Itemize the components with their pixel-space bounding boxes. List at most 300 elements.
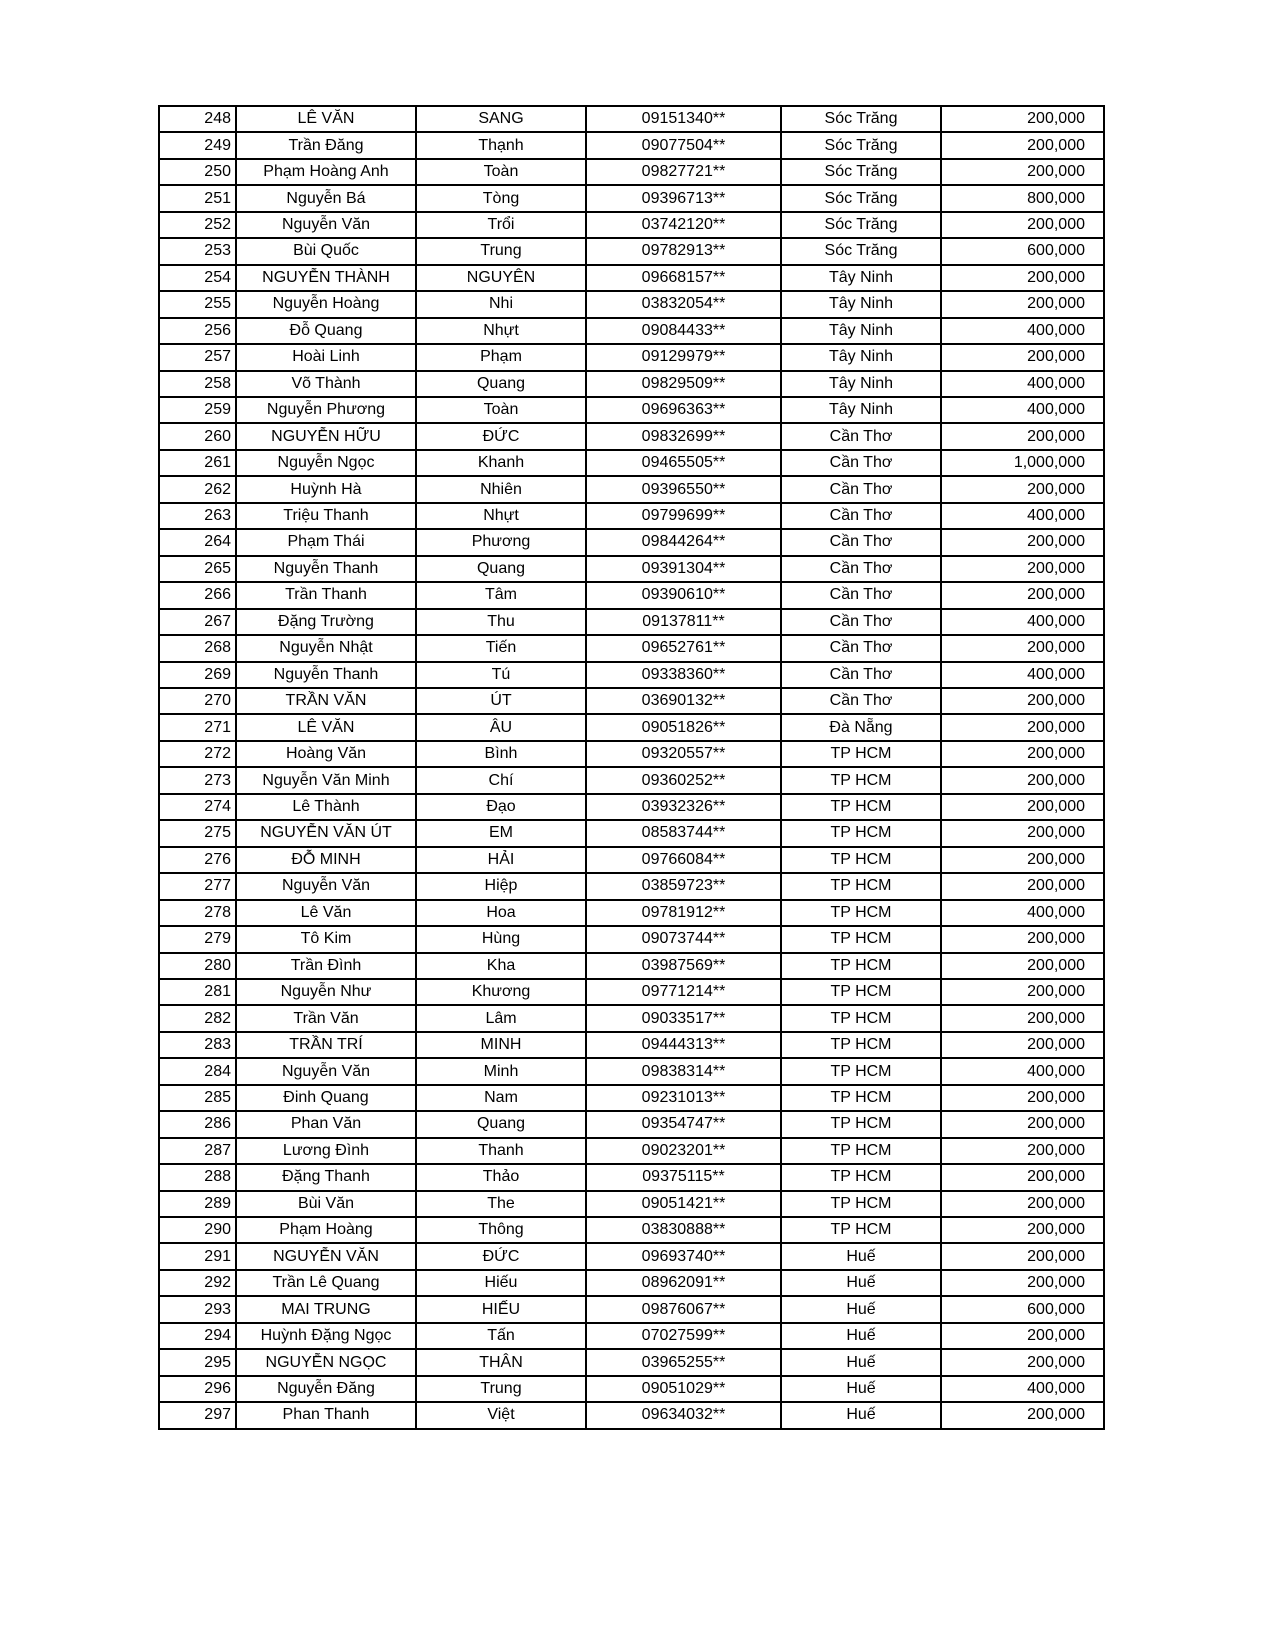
- cell-amount-vnd: 200,000: [941, 423, 1104, 449]
- cell-province: TP HCM: [781, 1058, 941, 1084]
- cell-first-middle-name: Nguyễn Như: [236, 979, 416, 1005]
- cell-amount-vnd: 200,000: [941, 1085, 1104, 1111]
- cell-amount-vnd: 200,000: [941, 106, 1104, 132]
- cell-given-name: Nhựt: [416, 503, 586, 529]
- cell-row-number: 260: [159, 423, 236, 449]
- cell-province: TP HCM: [781, 794, 941, 820]
- cell-province: Huế: [781, 1323, 941, 1349]
- cell-masked-phone-number: 03859723**: [586, 873, 781, 899]
- cell-given-name: Tú: [416, 662, 586, 688]
- cell-province: Cần Thơ: [781, 582, 941, 608]
- cell-given-name: Việt: [416, 1402, 586, 1428]
- cell-row-number: 279: [159, 926, 236, 952]
- cell-first-middle-name: Triệu Thanh: [236, 503, 416, 529]
- cell-given-name: Nhiên: [416, 476, 586, 502]
- cell-masked-phone-number: 03832054**: [586, 291, 781, 317]
- cell-masked-phone-number: 09023201**: [586, 1138, 781, 1164]
- table-row: [159, 688, 1104, 714]
- cell-amount-vnd: 200,000: [941, 1217, 1104, 1243]
- cell-given-name: Hiệp: [416, 873, 586, 899]
- cell-amount-vnd: 200,000: [941, 926, 1104, 952]
- cell-first-middle-name: TRẦN VĂN: [236, 688, 416, 714]
- cell-amount-vnd: 200,000: [941, 688, 1104, 714]
- cell-given-name: Đạo: [416, 794, 586, 820]
- cell-masked-phone-number: 09360252**: [586, 767, 781, 793]
- cell-first-middle-name: Nguyễn Bá: [236, 185, 416, 211]
- cell-first-middle-name: Phạm Thái: [236, 529, 416, 555]
- table-row: [159, 132, 1104, 158]
- cell-row-number: 268: [159, 635, 236, 661]
- cell-given-name: HẢI: [416, 847, 586, 873]
- cell-masked-phone-number: 09696363**: [586, 397, 781, 423]
- cell-amount-vnd: 200,000: [941, 1032, 1104, 1058]
- table-row: [159, 1349, 1104, 1375]
- table-row: [159, 1138, 1104, 1164]
- cell-first-middle-name: LÊ VĂN: [236, 714, 416, 740]
- cell-first-middle-name: NGUYỄN VĂN: [236, 1243, 416, 1269]
- cell-province: Đà Nẵng: [781, 714, 941, 740]
- cell-masked-phone-number: 09129979**: [586, 344, 781, 370]
- cell-masked-phone-number: 09829509**: [586, 371, 781, 397]
- cell-given-name: Toàn: [416, 397, 586, 423]
- cell-first-middle-name: NGUYỄN NGỌC: [236, 1349, 416, 1375]
- cell-province: Huế: [781, 1349, 941, 1375]
- cell-province: TP HCM: [781, 1164, 941, 1190]
- cell-masked-phone-number: 09668157**: [586, 265, 781, 291]
- cell-amount-vnd: 400,000: [941, 1376, 1104, 1402]
- cell-province: TP HCM: [781, 979, 941, 1005]
- cell-first-middle-name: Nguyễn Phương: [236, 397, 416, 423]
- cell-given-name: Thảo: [416, 1164, 586, 1190]
- cell-masked-phone-number: 09832699**: [586, 423, 781, 449]
- cell-province: Huế: [781, 1296, 941, 1322]
- table-row: [159, 1243, 1104, 1269]
- cell-first-middle-name: Huỳnh Đặng Ngọc: [236, 1323, 416, 1349]
- table-row: [159, 582, 1104, 608]
- cell-province: Sóc Trăng: [781, 132, 941, 158]
- cell-given-name: Tòng: [416, 185, 586, 211]
- cell-province: TP HCM: [781, 741, 941, 767]
- cell-masked-phone-number: 08962091**: [586, 1270, 781, 1296]
- cell-masked-phone-number: 09375115**: [586, 1164, 781, 1190]
- cell-row-number: 284: [159, 1058, 236, 1084]
- table-row: [159, 1111, 1104, 1137]
- cell-row-number: 249: [159, 132, 236, 158]
- cell-given-name: Thanh: [416, 1138, 586, 1164]
- cell-given-name: EM: [416, 820, 586, 846]
- cell-province: Sóc Trăng: [781, 238, 941, 264]
- cell-province: Tây Ninh: [781, 318, 941, 344]
- cell-amount-vnd: 200,000: [941, 212, 1104, 238]
- cell-row-number: 285: [159, 1085, 236, 1111]
- cell-given-name: The: [416, 1191, 586, 1217]
- cell-amount-vnd: 800,000: [941, 185, 1104, 211]
- cell-given-name: NGUYÊN: [416, 265, 586, 291]
- cell-row-number: 287: [159, 1138, 236, 1164]
- cell-row-number: 272: [159, 741, 236, 767]
- cell-given-name: Phương: [416, 529, 586, 555]
- cell-given-name: Khanh: [416, 450, 586, 476]
- cell-amount-vnd: 200,000: [941, 1111, 1104, 1137]
- cell-given-name: SANG: [416, 106, 586, 132]
- cell-given-name: ĐỨC: [416, 1243, 586, 1269]
- cell-province: TP HCM: [781, 926, 941, 952]
- cell-first-middle-name: NGUYỄN HỮU: [236, 423, 416, 449]
- table-row: [159, 1164, 1104, 1190]
- table-row: [159, 873, 1104, 899]
- cell-row-number: 256: [159, 318, 236, 344]
- cell-given-name: Tiến: [416, 635, 586, 661]
- cell-row-number: 261: [159, 450, 236, 476]
- cell-row-number: 270: [159, 688, 236, 714]
- cell-masked-phone-number: 09051826**: [586, 714, 781, 740]
- cell-province: TP HCM: [781, 1005, 941, 1031]
- cell-row-number: 292: [159, 1270, 236, 1296]
- cell-province: TP HCM: [781, 847, 941, 873]
- cell-row-number: 274: [159, 794, 236, 820]
- cell-amount-vnd: 400,000: [941, 1058, 1104, 1084]
- cell-row-number: 290: [159, 1217, 236, 1243]
- cell-first-middle-name: TRẦN TRÍ: [236, 1032, 416, 1058]
- cell-first-middle-name: Phạm Hoàng Anh: [236, 159, 416, 185]
- cell-first-middle-name: Nguyễn Văn Minh: [236, 767, 416, 793]
- cell-given-name: MINH: [416, 1032, 586, 1058]
- cell-given-name: Khương: [416, 979, 586, 1005]
- cell-masked-phone-number: 09444313**: [586, 1032, 781, 1058]
- cell-given-name: Nhựt: [416, 318, 586, 344]
- cell-row-number: 280: [159, 953, 236, 979]
- cell-given-name: Tâm: [416, 582, 586, 608]
- table-row: [159, 106, 1104, 132]
- cell-masked-phone-number: 09465505**: [586, 450, 781, 476]
- cell-first-middle-name: Trần Đình: [236, 953, 416, 979]
- cell-province: Sóc Trăng: [781, 185, 941, 211]
- cell-first-middle-name: Hoài Linh: [236, 344, 416, 370]
- table-row: [159, 609, 1104, 635]
- table-row: [159, 635, 1104, 661]
- table-row: [159, 397, 1104, 423]
- cell-amount-vnd: 600,000: [941, 238, 1104, 264]
- table-row: [159, 476, 1104, 502]
- cell-amount-vnd: 1,000,000: [941, 450, 1104, 476]
- table-row: [159, 212, 1104, 238]
- cell-masked-phone-number: 03830888**: [586, 1217, 781, 1243]
- cell-given-name: Thạnh: [416, 132, 586, 158]
- cell-first-middle-name: Võ Thành: [236, 371, 416, 397]
- cell-first-middle-name: Huỳnh Hà: [236, 476, 416, 502]
- table-row: [159, 1058, 1104, 1084]
- cell-row-number: 281: [159, 979, 236, 1005]
- table-row: [159, 529, 1104, 555]
- cell-row-number: 276: [159, 847, 236, 873]
- table-row: [159, 794, 1104, 820]
- cell-masked-phone-number: 09354747**: [586, 1111, 781, 1137]
- cell-first-middle-name: Nguyễn Đăng: [236, 1376, 416, 1402]
- cell-amount-vnd: 200,000: [941, 529, 1104, 555]
- cell-masked-phone-number: 09827721**: [586, 159, 781, 185]
- cell-masked-phone-number: 09782913**: [586, 238, 781, 264]
- cell-masked-phone-number: 09634032**: [586, 1402, 781, 1428]
- cell-amount-vnd: 400,000: [941, 609, 1104, 635]
- table-row: [159, 1402, 1104, 1428]
- cell-given-name: ĐỨC: [416, 423, 586, 449]
- cell-masked-phone-number: 09396713**: [586, 185, 781, 211]
- cell-masked-phone-number: 09799699**: [586, 503, 781, 529]
- cell-province: Cần Thơ: [781, 609, 941, 635]
- table-row: [159, 1005, 1104, 1031]
- table-row: [159, 767, 1104, 793]
- cell-first-middle-name: Đặng Trường: [236, 609, 416, 635]
- cell-amount-vnd: 200,000: [941, 1191, 1104, 1217]
- table-row: [159, 1085, 1104, 1111]
- cell-first-middle-name: Trần Đăng: [236, 132, 416, 158]
- table-row: [159, 1191, 1104, 1217]
- cell-amount-vnd: 200,000: [941, 1323, 1104, 1349]
- cell-amount-vnd: 200,000: [941, 767, 1104, 793]
- cell-masked-phone-number: 09151340**: [586, 106, 781, 132]
- cell-masked-phone-number: 03932326**: [586, 794, 781, 820]
- cell-amount-vnd: 200,000: [941, 1402, 1104, 1428]
- cell-given-name: Quang: [416, 556, 586, 582]
- cell-row-number: 258: [159, 371, 236, 397]
- cell-province: Tây Ninh: [781, 397, 941, 423]
- cell-given-name: Trung: [416, 1376, 586, 1402]
- cell-province: Huế: [781, 1402, 941, 1428]
- cell-masked-phone-number: 09051029**: [586, 1376, 781, 1402]
- cell-first-middle-name: NGUYỄN VĂN ÚT: [236, 820, 416, 846]
- cell-province: Huế: [781, 1243, 941, 1269]
- cell-masked-phone-number: 09652761**: [586, 635, 781, 661]
- cell-row-number: 296: [159, 1376, 236, 1402]
- cell-row-number: 273: [159, 767, 236, 793]
- cell-first-middle-name: Nguyễn Hoàng: [236, 291, 416, 317]
- cell-given-name: Nhi: [416, 291, 586, 317]
- cell-masked-phone-number: 07027599**: [586, 1323, 781, 1349]
- cell-province: Huế: [781, 1270, 941, 1296]
- table-row: [159, 953, 1104, 979]
- cell-first-middle-name: Lê Văn: [236, 900, 416, 926]
- cell-row-number: 265: [159, 556, 236, 582]
- cell-amount-vnd: 200,000: [941, 741, 1104, 767]
- cell-amount-vnd: 200,000: [941, 979, 1104, 1005]
- cell-first-middle-name: Trần Thanh: [236, 582, 416, 608]
- cell-masked-phone-number: 09844264**: [586, 529, 781, 555]
- donor-table-body: [159, 106, 1104, 1429]
- cell-amount-vnd: 200,000: [941, 476, 1104, 502]
- cell-masked-phone-number: 09137811**: [586, 609, 781, 635]
- table-row: [159, 979, 1104, 1005]
- cell-row-number: 294: [159, 1323, 236, 1349]
- cell-first-middle-name: Nguyễn Thanh: [236, 556, 416, 582]
- cell-province: Sóc Trăng: [781, 212, 941, 238]
- cell-row-number: 254: [159, 265, 236, 291]
- cell-first-middle-name: NGUYỄN THÀNH: [236, 265, 416, 291]
- cell-masked-phone-number: 09033517**: [586, 1005, 781, 1031]
- cell-row-number: 259: [159, 397, 236, 423]
- cell-amount-vnd: 200,000: [941, 820, 1104, 846]
- table-row: [159, 1032, 1104, 1058]
- table-row: [159, 1296, 1104, 1322]
- table-row: [159, 847, 1104, 873]
- cell-province: TP HCM: [781, 1111, 941, 1137]
- cell-row-number: 252: [159, 212, 236, 238]
- cell-first-middle-name: Nguyễn Nhật: [236, 635, 416, 661]
- cell-row-number: 267: [159, 609, 236, 635]
- cell-given-name: Trung: [416, 238, 586, 264]
- cell-amount-vnd: 200,000: [941, 873, 1104, 899]
- cell-masked-phone-number: 09396550**: [586, 476, 781, 502]
- table-row: [159, 238, 1104, 264]
- cell-province: Cần Thơ: [781, 529, 941, 555]
- cell-amount-vnd: 200,000: [941, 1164, 1104, 1190]
- cell-masked-phone-number: 09876067**: [586, 1296, 781, 1322]
- cell-given-name: Hoa: [416, 900, 586, 926]
- cell-row-number: 275: [159, 820, 236, 846]
- cell-row-number: 248: [159, 106, 236, 132]
- cell-row-number: 293: [159, 1296, 236, 1322]
- table-row: [159, 926, 1104, 952]
- cell-first-middle-name: Bùi Quốc: [236, 238, 416, 264]
- cell-given-name: Chí: [416, 767, 586, 793]
- cell-given-name: Hùng: [416, 926, 586, 952]
- cell-province: TP HCM: [781, 1138, 941, 1164]
- cell-province: TP HCM: [781, 820, 941, 846]
- cell-first-middle-name: Đỗ Quang: [236, 318, 416, 344]
- table-row: [159, 450, 1104, 476]
- cell-first-middle-name: Nguyễn Văn: [236, 873, 416, 899]
- table-row: [159, 1270, 1104, 1296]
- table-row: [159, 556, 1104, 582]
- cell-row-number: 269: [159, 662, 236, 688]
- cell-first-middle-name: Tô Kim: [236, 926, 416, 952]
- cell-first-middle-name: Hoàng Văn: [236, 741, 416, 767]
- cell-first-middle-name: Nguyễn Ngọc: [236, 450, 416, 476]
- cell-first-middle-name: Phạm Hoàng: [236, 1217, 416, 1243]
- cell-given-name: THÂN: [416, 1349, 586, 1375]
- cell-row-number: 278: [159, 900, 236, 926]
- cell-given-name: ÚT: [416, 688, 586, 714]
- cell-masked-phone-number: 09781912**: [586, 900, 781, 926]
- cell-row-number: 288: [159, 1164, 236, 1190]
- cell-province: Cần Thơ: [781, 662, 941, 688]
- cell-given-name: Trổi: [416, 212, 586, 238]
- cell-province: Cần Thơ: [781, 635, 941, 661]
- cell-masked-phone-number: 09838314**: [586, 1058, 781, 1084]
- table-row: [159, 820, 1104, 846]
- cell-row-number: 295: [159, 1349, 236, 1375]
- cell-province: TP HCM: [781, 1085, 941, 1111]
- cell-row-number: 283: [159, 1032, 236, 1058]
- table-row: [159, 503, 1104, 529]
- cell-amount-vnd: 600,000: [941, 1296, 1104, 1322]
- cell-row-number: 282: [159, 1005, 236, 1031]
- cell-amount-vnd: 200,000: [941, 1349, 1104, 1375]
- cell-masked-phone-number: 09338360**: [586, 662, 781, 688]
- cell-given-name: Nam: [416, 1085, 586, 1111]
- table-row: [159, 1217, 1104, 1243]
- cell-masked-phone-number: 03742120**: [586, 212, 781, 238]
- cell-first-middle-name: Nguyễn Văn: [236, 212, 416, 238]
- cell-given-name: Bình: [416, 741, 586, 767]
- cell-province: Tây Ninh: [781, 371, 941, 397]
- table-row: [159, 1323, 1104, 1349]
- cell-first-middle-name: LÊ VĂN: [236, 106, 416, 132]
- cell-province: Tây Ninh: [781, 344, 941, 370]
- cell-amount-vnd: 200,000: [941, 1243, 1104, 1269]
- cell-masked-phone-number: 09693740**: [586, 1243, 781, 1269]
- table-row: [159, 371, 1104, 397]
- cell-amount-vnd: 200,000: [941, 1005, 1104, 1031]
- cell-masked-phone-number: 09084433**: [586, 318, 781, 344]
- cell-province: Cần Thơ: [781, 688, 941, 714]
- cell-masked-phone-number: 09320557**: [586, 741, 781, 767]
- cell-amount-vnd: 400,000: [941, 371, 1104, 397]
- cell-first-middle-name: Nguyễn Thanh: [236, 662, 416, 688]
- cell-amount-vnd: 200,000: [941, 794, 1104, 820]
- cell-row-number: 286: [159, 1111, 236, 1137]
- cell-given-name: Thu: [416, 609, 586, 635]
- cell-amount-vnd: 200,000: [941, 556, 1104, 582]
- cell-amount-vnd: 400,000: [941, 900, 1104, 926]
- cell-row-number: 263: [159, 503, 236, 529]
- cell-amount-vnd: 200,000: [941, 953, 1104, 979]
- cell-province: Cần Thơ: [781, 476, 941, 502]
- cell-row-number: 277: [159, 873, 236, 899]
- cell-given-name: Kha: [416, 953, 586, 979]
- cell-masked-phone-number: 03690132**: [586, 688, 781, 714]
- cell-province: Sóc Trăng: [781, 159, 941, 185]
- cell-first-middle-name: Trần Văn: [236, 1005, 416, 1031]
- table-row: [159, 714, 1104, 740]
- cell-given-name: Tấn: [416, 1323, 586, 1349]
- cell-masked-phone-number: 09231013**: [586, 1085, 781, 1111]
- cell-amount-vnd: 400,000: [941, 397, 1104, 423]
- cell-amount-vnd: 200,000: [941, 714, 1104, 740]
- cell-amount-vnd: 200,000: [941, 582, 1104, 608]
- cell-province: Cần Thơ: [781, 450, 941, 476]
- cell-amount-vnd: 200,000: [941, 1270, 1104, 1296]
- cell-amount-vnd: 200,000: [941, 291, 1104, 317]
- cell-amount-vnd: 200,000: [941, 132, 1104, 158]
- cell-first-middle-name: ĐỖ MINH: [236, 847, 416, 873]
- cell-row-number: 291: [159, 1243, 236, 1269]
- cell-row-number: 250: [159, 159, 236, 185]
- cell-amount-vnd: 200,000: [941, 159, 1104, 185]
- cell-province: TP HCM: [781, 873, 941, 899]
- cell-masked-phone-number: 03987569**: [586, 953, 781, 979]
- cell-province: TP HCM: [781, 1191, 941, 1217]
- cell-masked-phone-number: 09390610**: [586, 582, 781, 608]
- cell-amount-vnd: 200,000: [941, 1138, 1104, 1164]
- cell-province: TP HCM: [781, 953, 941, 979]
- cell-province: Huế: [781, 1376, 941, 1402]
- table-row: [159, 900, 1104, 926]
- cell-amount-vnd: 200,000: [941, 265, 1104, 291]
- cell-row-number: 253: [159, 238, 236, 264]
- cell-amount-vnd: 400,000: [941, 503, 1104, 529]
- cell-first-middle-name: Trần Lê Quang: [236, 1270, 416, 1296]
- cell-province: Cần Thơ: [781, 503, 941, 529]
- cell-province: TP HCM: [781, 900, 941, 926]
- cell-masked-phone-number: 03965255**: [586, 1349, 781, 1375]
- cell-given-name: Minh: [416, 1058, 586, 1084]
- cell-row-number: 289: [159, 1191, 236, 1217]
- cell-amount-vnd: 400,000: [941, 662, 1104, 688]
- table-row: [159, 1376, 1104, 1402]
- cell-given-name: Quang: [416, 1111, 586, 1137]
- table-row: [159, 265, 1104, 291]
- cell-given-name: Toàn: [416, 159, 586, 185]
